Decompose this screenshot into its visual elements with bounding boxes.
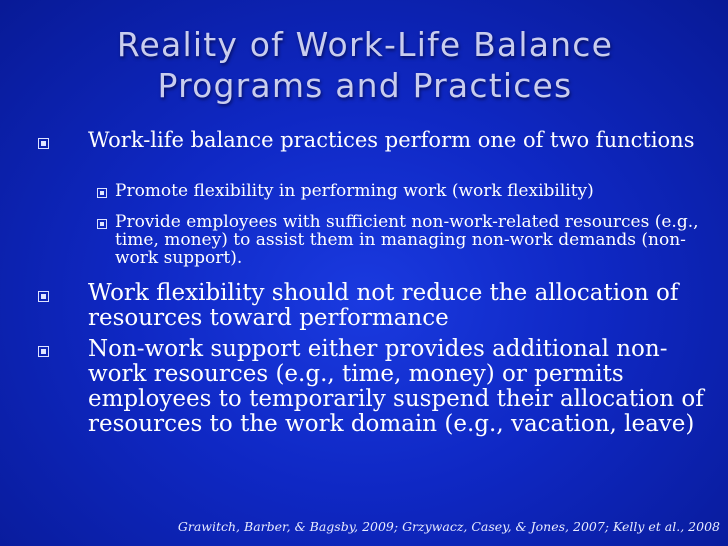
- bullet-item-3: Non-work support either provides additional non-work resources (e.g., time, money) or permits employees to temporarily suspend their allocation of resources to the work domain (e.g., vacation, leave): [88, 336, 704, 437]
- bullet-item-2: Work flexibility should not reduce the allocation of resources toward performance: [88, 280, 679, 331]
- square-bullet-icon: [38, 291, 49, 302]
- citation: Grawitch, Barber, & Bagsby, 2009; Grzywacz, Casey, & Jones, 2007; Kelly et al., 2008: [177, 519, 720, 534]
- bullet-item-1: Work-life balance practices perform one of two functions: [88, 128, 695, 152]
- title-line-1: Reality of Work-Life Balance: [116, 25, 614, 64]
- title-line-2: Programs and Practices: [157, 66, 573, 105]
- sub-bullet-item-2: Provide employees with sufficient non-work-related resources (e.g., time, money) to assist them in managing non-work demands (non-work support).: [115, 212, 699, 268]
- slide-title: [20, 24, 710, 106]
- square-bullet-icon: [38, 346, 49, 357]
- square-bullet-icon: [97, 188, 107, 198]
- sub-bullet-item-1: Promote flexibility in performing work (work flexibility): [115, 181, 594, 201]
- square-bullet-icon: [97, 219, 107, 229]
- square-bullet-icon: [38, 138, 49, 149]
